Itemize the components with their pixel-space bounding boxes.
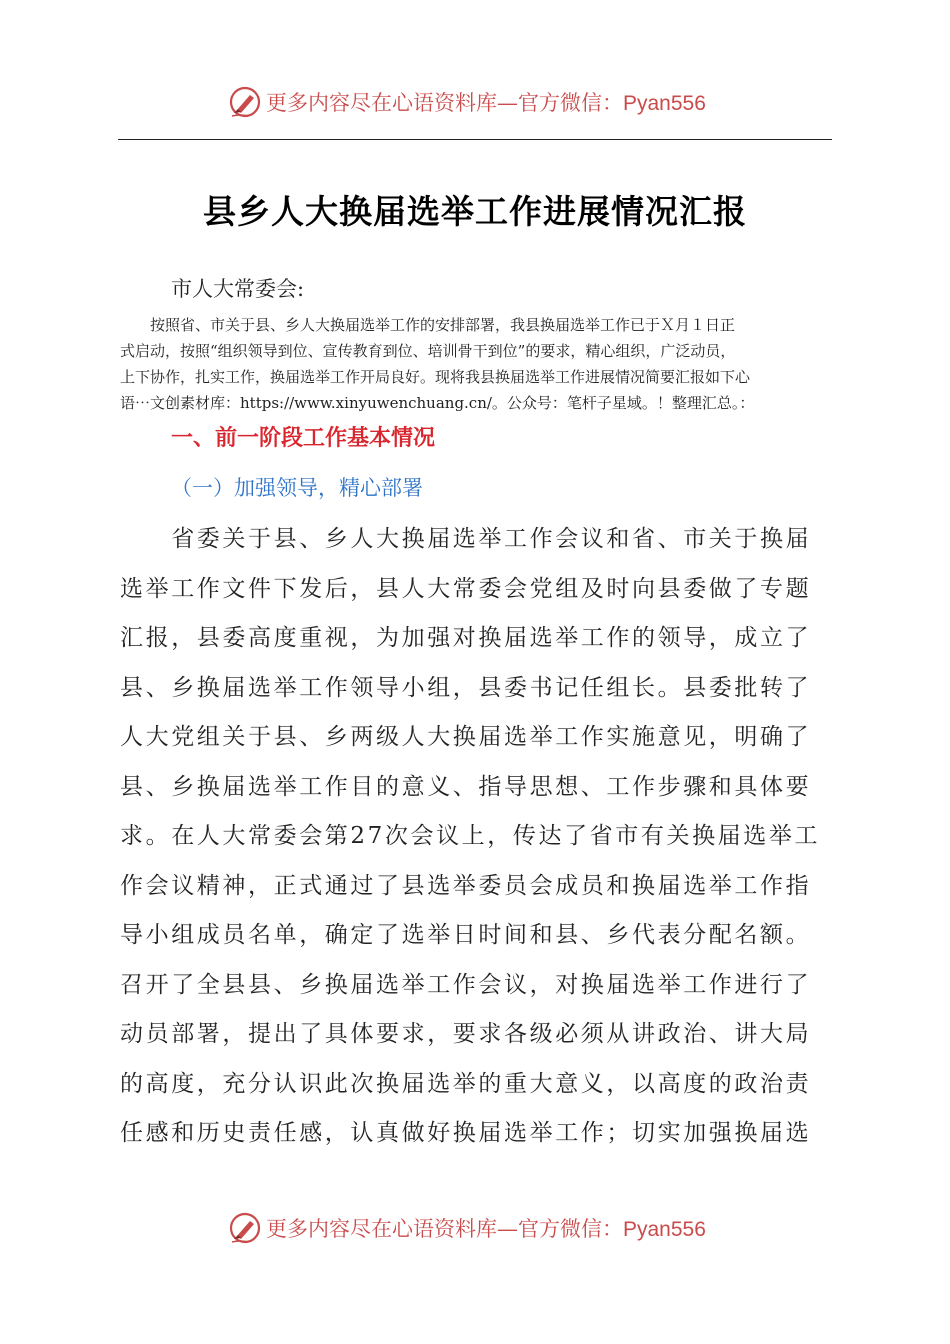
body-line: 选举工作文件下发后，县人大常委会党组及时向县委做了专题 (120, 575, 812, 602)
intro-line: 式启动，按照“组织领导到位、宣传教育到位、培训骨干到位”的要求，精心组织，广泛动员， (120, 342, 736, 360)
body-line: 任感和历史责任感，认真做好换届选举工作；切实加强换届选 (120, 1120, 812, 1146)
body-line: 汇报，县委高度重视，为加强对换届选举工作的领导，成立了 (120, 625, 812, 651)
intro-paragraph (120, 312, 832, 416)
footer-brand (228, 1208, 706, 1248)
footer-wechat-id: Pyan556 (623, 1218, 706, 1241)
body-line: 导小组成员名单，确定了选举日时间和县、乡代表分配名额。 (120, 922, 812, 948)
section-heading: 一、前一阶段工作基本情况 (171, 426, 436, 451)
footer-banner-text: 更多内容尽在心语资料库—官方微信：Pyan556 (266, 1217, 706, 1241)
pen-logo-icon (228, 85, 262, 119)
header-banner-text: 更多内容尽在心语资料库—官方微信：Pyan556 (266, 91, 706, 115)
intro-line: 上下协作，扎实工作，换届选举工作开局良好。现将我县换届选举工作进展情况简要汇报如下心 (120, 368, 751, 386)
body-paragraph (120, 515, 832, 1159)
body-line: 求。在人大常委会第27次会议上，传达了省市有关换届选举工 (120, 823, 821, 849)
body-line: 动员部署，提出了具体要求，要求各级必须从讲政治、讲大局 (120, 1021, 812, 1047)
page-header (0, 82, 950, 122)
page-footer (0, 1208, 950, 1248)
intro-line: 语⋯文创素材库：https://www.xinyuwenchuang.cn/。公众号：笔杆子星域。！整理汇总。： (120, 394, 755, 412)
header-rule (118, 139, 832, 140)
body-line: 人大党组关于县、乡两级人大换届选举工作实施意见，明确了 (120, 724, 812, 750)
header-wechat-id: Pyan556 (623, 92, 706, 115)
salutation: 市人大常委会: (171, 277, 305, 301)
header-brand (228, 82, 706, 122)
body-line: 省委关于县、乡人大换届选举工作会议和省、市关于换届 (120, 526, 812, 552)
body-line: 召开了全县县、乡换届选举工作会议，对换届选举工作进行了 (120, 971, 812, 998)
body-line: 的高度，充分认识此次换届选举的重大意义，以高度的政治责 (120, 1070, 812, 1097)
document-title: 县乡人大换届选举工作进展情况汇报 (203, 192, 747, 231)
body-line: 县、乡换届选举工作目的意义、指导思想、工作步骤和具体要 (120, 773, 812, 800)
body-line: 县、乡换届选举工作领导小组，县委书记任组长。县委批转了 (120, 674, 812, 701)
intro-line: 按照省、市关于县、乡人大换届选举工作的安排部署，我县换届选举工作已于Ｘ月１日正 (120, 316, 736, 334)
body-line: 作会议精神，正式通过了县选举委员会成员和换届选举工作指 (120, 872, 812, 899)
pen-logo-icon (228, 1211, 262, 1245)
subsection-heading: （一）加强领导，精心部署 (171, 476, 423, 500)
